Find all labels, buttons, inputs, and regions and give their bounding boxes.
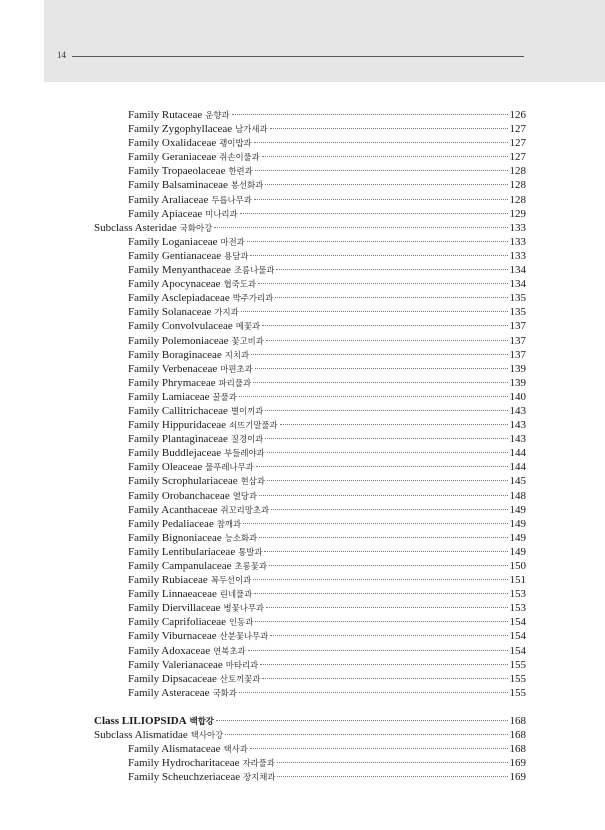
toc-entry-korean-name: 남가새과: [235, 124, 268, 135]
toc-entry-korean-name: 용담과: [224, 250, 249, 261]
toc-entry-korean-name: 운향과: [205, 110, 230, 120]
toc-entry-latin-name: Family Zygophyllaceae: [128, 123, 233, 136]
toc-entry-family[interactable]: [94, 235, 526, 249]
toc-leader-dots: [276, 269, 507, 270]
toc-leader-dots: [254, 142, 508, 143]
toc-entry-page: 137: [509, 348, 526, 361]
toc-entry-korean-name: 한련과: [228, 166, 253, 177]
toc-entry-korean-name: 산토끼꽃과: [219, 673, 261, 684]
header-rule: [72, 56, 524, 57]
toc-entry-latin-name: Family Araliaceae: [128, 193, 209, 206]
toc-entry-latin-name: Family Orobanchaceae: [128, 489, 230, 502]
toc-entry-latin-name: Family Diervillaceae: [128, 602, 221, 615]
toc-leader-dots: [271, 509, 507, 510]
toc-entry-latin-name: Family Plantaginaceae: [128, 433, 228, 446]
toc-entry-family[interactable]: [94, 193, 526, 207]
toc-entry-page: 139: [509, 376, 526, 389]
toc-entry-korean-name: 장지채과: [243, 772, 276, 783]
toc-entry-page: 153: [509, 588, 526, 601]
group-gap: [94, 700, 526, 714]
toc-entry-korean-name: 파리풀과: [218, 377, 252, 388]
toc-leader-dots: [266, 607, 508, 608]
toc-entry-latin-name: Family Bignoniaceae: [128, 531, 222, 544]
toc-entry-latin-name: Family Menyanthaceae: [128, 264, 231, 277]
toc-entry-korean-name: 초롱꽃과: [234, 561, 267, 571]
toc-entry-subclass[interactable]: [94, 728, 526, 742]
toc-entry-page: 135: [509, 292, 526, 305]
toc-leader-dots: [255, 170, 508, 171]
toc-entry-latin-name: Family Asteraceae: [128, 686, 210, 699]
toc-entry-latin-name: Family Oleaceae: [128, 461, 203, 474]
toc-entry-korean-name: 꼭두선이과: [210, 575, 252, 586]
toc-entry-korean-name: 병꽃나무과: [223, 603, 264, 614]
toc-entry-korean-name: 꿀풀과: [212, 391, 237, 402]
toc-entry-latin-name: Family Phrymaceae: [128, 376, 216, 389]
toc-entry-latin-name: Family Apocynaceae: [128, 278, 221, 291]
toc-entry-page: 133: [509, 249, 526, 262]
toc-leader-dots: [253, 382, 507, 383]
toc-entry-page: 149: [509, 517, 526, 530]
toc-entry-korean-name: 부들레야과: [224, 448, 265, 459]
toc-entry-family[interactable]: [94, 517, 526, 531]
toc-entry-korean-name: 연복초과: [213, 645, 246, 656]
toc-entry-latin-name: Family Scheuchzeriaceae: [128, 771, 241, 784]
toc-entry-korean-name: 봉선화과: [230, 180, 264, 191]
toc-entry-korean-name: 쥐손이풀과: [219, 152, 260, 163]
toc-entry-korean-name: 인동과: [229, 617, 254, 628]
toc-entry-korean-name: 린네풀과: [219, 589, 253, 600]
header-band: [44, 0, 605, 82]
toc-leader-dots: [266, 340, 508, 341]
toc-entry-korean-name: 통발과: [238, 546, 263, 557]
toc-entry-latin-name: Family Asclepiadaceae: [128, 292, 230, 305]
toc-entry-page: 140: [509, 390, 526, 403]
toc-leader-dots: [248, 650, 508, 651]
toc-entry-family[interactable]: [94, 390, 526, 404]
toc-entry-page: 151: [509, 574, 526, 587]
toc-entry-korean-name: 산분꽃나무과: [219, 631, 269, 642]
toc-entry-family[interactable]: [94, 404, 526, 418]
toc-entry-family[interactable]: [94, 545, 526, 559]
toc-entry-korean-name: 박주가리과: [232, 293, 274, 304]
toc-entry-latin-name: Family Alismataceae: [128, 743, 221, 756]
toc-entry-page: 150: [509, 560, 526, 572]
toc-entry-family[interactable]: [94, 686, 526, 700]
toc-entry-korean-name: 꽃고비과: [231, 335, 264, 346]
toc-entry-family[interactable]: [94, 432, 526, 446]
toc-entry-page: 148: [509, 489, 526, 502]
toc-entry-family[interactable]: [94, 489, 526, 503]
toc-entry-latin-name: Family Solanaceae: [128, 306, 212, 319]
toc-entry-page: 143: [509, 419, 526, 432]
toc-entry-page: 127: [509, 123, 526, 136]
toc-entry-family[interactable]: [94, 305, 526, 319]
toc-entry-page: 154: [509, 630, 526, 643]
toc-entry-family[interactable]: [94, 249, 526, 263]
toc-entry-latin-name: Family Adoxaceae: [128, 644, 211, 657]
toc-entry-family[interactable]: [94, 348, 526, 362]
toc-leader-dots: [240, 213, 508, 214]
toc-entry-family[interactable]: [94, 531, 526, 545]
toc-entry-family[interactable]: [94, 207, 526, 221]
toc-entry-korean-name: 물푸레나무과: [205, 462, 254, 473]
toc-entry-korean-name: 택사아강: [190, 730, 224, 741]
toc-entry-latin-name: Family Rubiaceae: [128, 574, 208, 587]
toc-leader-dots: [239, 396, 508, 397]
toc-entry-latin-name: Family Lamiaceae: [128, 390, 210, 403]
toc-entry-korean-name: 마전과: [220, 236, 245, 247]
toc-leader-dots: [260, 664, 507, 665]
toc-entry-korean-name: 국화아강: [179, 222, 213, 233]
toc-entry-page: 129: [509, 207, 526, 220]
toc-entry-page: 154: [509, 644, 526, 657]
toc-entry-korean-name: 미나리과: [205, 208, 238, 219]
toc-entry-family[interactable]: [94, 376, 526, 390]
toc-entry-family[interactable]: [94, 573, 526, 587]
toc-entry-latin-name: Family Lentibulariaceae: [128, 545, 236, 558]
toc-leader-dots: [225, 734, 507, 735]
toc-entry-class[interactable]: [94, 714, 526, 728]
toc-entry-page: 127: [509, 137, 526, 150]
toc-entry-latin-name: Family Geraniaceae: [128, 151, 217, 164]
toc-entry-latin-name: Family Hydrocharitaceae: [128, 757, 240, 770]
toc-leader-dots: [256, 466, 508, 467]
toc-entry-latin-name: Family Pedaliaceae: [128, 517, 214, 530]
toc-entry-family[interactable]: [94, 601, 526, 615]
toc-entry-page: 128: [509, 165, 526, 178]
toc-entry-latin-name: Family Campanulaceae: [128, 560, 232, 572]
toc-entry-page: 149: [509, 531, 526, 544]
toc-entry-korean-name: 가지과: [214, 307, 239, 318]
toc-leader-dots: [262, 325, 507, 326]
toc-entry-page: 139: [509, 362, 526, 375]
toc-entry-latin-name: Family Callitrichaceae: [128, 404, 228, 417]
table-of-contents: [94, 108, 526, 784]
toc-leader-dots: [267, 452, 508, 453]
toc-entry-latin-name: Family Valerianaceae: [128, 658, 223, 671]
toc-leader-dots: [259, 537, 507, 538]
toc-entry-latin-name: Family Verbenaceae: [128, 362, 218, 375]
toc-entry-page: 133: [509, 235, 526, 248]
toc-leader-dots: [254, 593, 507, 594]
toc-entry-latin-name: Family Tropaeolaceae: [128, 165, 226, 178]
toc-entry-page: 126: [509, 109, 526, 121]
toc-entry-page: 134: [509, 278, 526, 291]
toc-leader-dots: [265, 184, 507, 185]
toc-entry-family[interactable]: [94, 136, 526, 150]
toc-entry-page: 143: [509, 433, 526, 446]
toc-entry-page: 155: [509, 686, 526, 699]
toc-leader-dots: [258, 283, 508, 284]
toc-leader-dots: [255, 368, 508, 369]
toc-entry-page: 137: [509, 320, 526, 333]
toc-leader-dots: [280, 424, 508, 425]
toc-leader-dots: [277, 776, 507, 777]
toc-entry-subclass[interactable]: [94, 221, 526, 235]
toc-entry-korean-name: 택사과: [223, 744, 248, 755]
toc-entry-korean-name: 현삼과: [240, 476, 265, 487]
toc-entry-family[interactable]: [94, 263, 526, 277]
toc-entry-latin-name: Family Viburnaceae: [128, 630, 217, 643]
toc-leader-dots: [247, 241, 508, 242]
toc-leader-dots: [232, 114, 508, 115]
toc-entry-korean-name: 메꽃과: [235, 321, 261, 332]
toc-leader-dots: [251, 354, 507, 355]
toc-entry-latin-name: Family Acanthaceae: [128, 503, 218, 516]
toc-leader-dots: [265, 438, 507, 439]
toc-leader-dots: [270, 128, 508, 129]
toc-entry-page: 168: [509, 714, 526, 727]
toc-entry-latin-name: Family Scrophulariaceae: [128, 475, 238, 488]
toc-entry-latin-name: Family Balsaminaceae: [128, 179, 228, 192]
toc-entry-korean-name: 조름나물과: [233, 265, 275, 276]
toc-entry-korean-name: 열당과: [232, 490, 257, 501]
toc-entry-page: 128: [509, 193, 526, 206]
toc-leader-dots: [269, 565, 508, 566]
toc-entry-page: 143: [509, 404, 526, 417]
toc-entry-page: 137: [509, 334, 526, 347]
toc-leader-dots: [239, 692, 508, 693]
toc-entry-latin-name: Family Loganiaceae: [128, 235, 218, 248]
toc-entry-page: 149: [509, 545, 526, 558]
toc-entry-family[interactable]: [94, 770, 526, 784]
toc-entry-latin-name: Family Linnaeaceae: [128, 588, 217, 601]
toc-entry-latin-name: Family Polemoniaceae: [128, 334, 229, 347]
toc-entry-korean-name: 백합강: [189, 715, 214, 726]
toc-entry-page: 169: [509, 771, 526, 784]
toc-entry-latin-name: Family Convolvulaceae: [128, 320, 233, 333]
toc-entry-family[interactable]: [94, 446, 526, 460]
toc-entry-korean-name: 마타리과: [225, 659, 259, 670]
toc-entry-page: 153: [509, 602, 526, 615]
toc-entry-family[interactable]: [94, 615, 526, 629]
toc-entry-latin-name: Family Buddlejaceae: [128, 447, 222, 460]
toc-entry-page: 133: [509, 221, 526, 234]
toc-entry-page: 154: [509, 616, 526, 629]
toc-leader-dots: [264, 551, 507, 552]
toc-entry-korean-name: 능소화과: [224, 532, 258, 543]
toc-entry-family[interactable]: [94, 108, 526, 122]
toc-entry-page: 144: [509, 461, 526, 474]
toc-leader-dots: [277, 762, 508, 763]
toc-entry-family[interactable]: [94, 629, 526, 643]
toc-leader-dots: [259, 495, 508, 496]
toc-leader-dots: [241, 311, 508, 312]
toc-entry-latin-name: Family Caprifoliaceae: [128, 616, 227, 629]
page-number: 14: [57, 50, 66, 60]
toc-leader-dots: [262, 678, 507, 679]
toc-entry-family[interactable]: [94, 559, 526, 573]
toc-entry-family[interactable]: [94, 164, 526, 178]
toc-leader-dots: [214, 227, 507, 228]
toc-entry-page: 135: [509, 306, 526, 319]
toc-entry-family[interactable]: [94, 418, 526, 432]
toc-entry-family[interactable]: [94, 474, 526, 488]
toc-leader-dots: [254, 199, 508, 200]
toc-entry-page: 134: [509, 264, 526, 277]
toc-entry-page: 149: [509, 503, 526, 516]
toc-entry-latin-name: Family Apiaceae: [128, 207, 203, 220]
toc-entry-family[interactable]: [94, 503, 526, 517]
toc-entry-family[interactable]: [94, 644, 526, 658]
toc-leader-dots: [216, 720, 508, 721]
toc-entry-korean-name: 질경이과: [230, 434, 264, 445]
toc-entry-korean-name: 두릅나무과: [211, 194, 252, 205]
toc-entry-latin-name: Family Rutaceae: [128, 109, 203, 121]
toc-entry-page: 168: [509, 743, 526, 756]
toc-entry-family[interactable]: [94, 334, 526, 348]
toc-entry-korean-name: 마편초과: [220, 363, 253, 374]
toc-entry-latin-name: Class LILIOPSIDA: [94, 714, 187, 727]
toc-entry-latin-name: Family Gentianaceae: [128, 249, 222, 262]
toc-leader-dots: [267, 480, 508, 481]
toc-leader-dots: [250, 748, 508, 749]
toc-entry-latin-name: Family Oxalidaceae: [128, 137, 217, 150]
toc-entry-page: 144: [509, 447, 526, 460]
toc-entry-page: 168: [509, 729, 526, 742]
toc-entry-latin-name: Subclass Asteridae: [94, 221, 177, 234]
toc-entry-family[interactable]: [94, 362, 526, 376]
toc-entry-page: 128: [509, 179, 526, 192]
toc-entry-korean-name: 괭이밥과: [219, 138, 252, 149]
toc-entry-family[interactable]: [94, 319, 526, 333]
toc-entry-family[interactable]: [94, 178, 526, 192]
toc-entry-korean-name: 국화과: [212, 687, 237, 698]
toc-entry-page: 155: [509, 672, 526, 685]
toc-leader-dots: [270, 635, 507, 636]
toc-entry-family[interactable]: [94, 277, 526, 291]
toc-leader-dots: [275, 297, 507, 298]
toc-entry-korean-name: 별이끼과: [230, 405, 264, 416]
toc-entry-latin-name: Family Hippuridaceae: [128, 419, 227, 432]
toc-leader-dots: [265, 410, 507, 411]
toc-entry-latin-name: Subclass Alismatidae: [94, 729, 188, 742]
toc-entry-family[interactable]: [94, 742, 526, 756]
toc-entry-family[interactable]: [94, 150, 526, 164]
toc-entry-korean-name: 쇠뜨기말풀과: [229, 420, 278, 431]
toc-entry-family[interactable]: [94, 460, 526, 474]
toc-entry-korean-name: 협죽도과: [223, 279, 256, 290]
toc-entry-family[interactable]: [94, 587, 526, 601]
toc-leader-dots: [255, 621, 507, 622]
toc-entry-page: 145: [509, 475, 526, 488]
toc-entry-page: 169: [509, 757, 526, 770]
toc-entry-korean-name: 쥐꼬리망초과: [220, 504, 270, 515]
toc-leader-dots: [250, 255, 507, 256]
toc-entry-korean-name: 자라풀과: [242, 758, 275, 769]
toc-leader-dots: [253, 579, 507, 580]
toc-entry-family[interactable]: [94, 122, 526, 136]
toc-entry-latin-name: Family Dipsacaceae: [128, 672, 217, 685]
toc-entry-family[interactable]: [94, 291, 526, 305]
toc-entry-page: 127: [509, 151, 526, 164]
toc-leader-dots: [262, 156, 508, 157]
toc-entry-korean-name: 참깨과: [216, 518, 242, 529]
toc-entry-page: 155: [509, 658, 526, 671]
toc-entry-family[interactable]: [94, 756, 526, 770]
toc-leader-dots: [243, 523, 507, 524]
toc-entry-korean-name: 지치과: [224, 349, 250, 360]
toc-entry-latin-name: Family Boraginaceae: [128, 348, 222, 361]
toc-entry-family[interactable]: [94, 658, 526, 672]
toc-entry-family[interactable]: [94, 672, 526, 686]
